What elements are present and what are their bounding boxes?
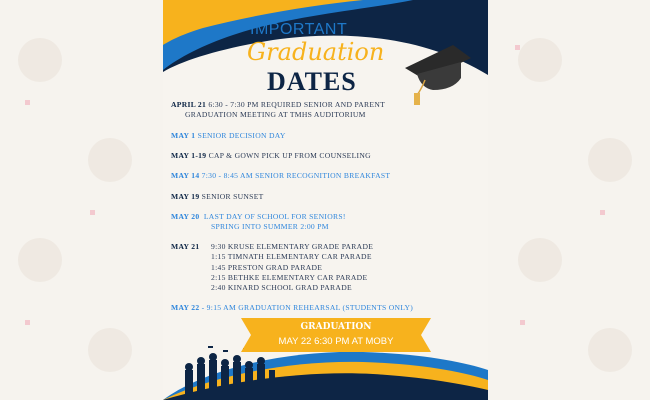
event-date: MAY 20 <box>171 212 200 221</box>
event-text: 7:30 - 8:45 AM SENIOR RECOGNITION BREAKFAST <box>201 171 391 180</box>
event-may-22 <box>171 303 413 313</box>
event-may-1-19 <box>171 151 371 161</box>
event-may-19 <box>171 192 264 202</box>
graduation-flyer <box>163 0 488 400</box>
event-date: MAY 22 <box>171 303 200 312</box>
event-date: MAY 19 <box>171 192 200 201</box>
event-line: 9:30 KRUSE ELEMENTARY GRADE PARADE <box>211 242 374 251</box>
title-important: IMPORTANT <box>250 21 348 38</box>
event-line: 1:45 PRESTON GRAD PARADE <box>211 262 323 272</box>
event-text: SENIOR SUNSET <box>201 192 264 201</box>
title-dates: DATES <box>267 67 357 96</box>
event-text: GRADUATION MEETING AT TMHS AUDITORIUM <box>185 110 366 120</box>
event-text: LAST DAY OF SCHOOL FOR SENIORS! <box>203 212 346 221</box>
event-text: CAP & GOWN PICK UP FROM COUNSELING <box>208 151 371 160</box>
banner-subtitle: MAY 22 6:30 PM AT MOBY <box>278 336 394 347</box>
event-may-14 <box>171 171 390 181</box>
event-date: MAY 21 <box>171 242 200 251</box>
event-date: MAY 14 <box>171 171 200 180</box>
event-line: 2:40 KINARD SCHOOL GRAD PARADE <box>211 283 352 293</box>
event-may-1 <box>171 131 286 141</box>
event-may-20 <box>171 212 346 233</box>
event-text: SPRING INTO SUMMER 2:00 PM <box>211 222 329 232</box>
event-may-21 <box>171 242 373 293</box>
graduation-banner <box>241 318 431 352</box>
event-text: SENIOR DECISION DAY <box>197 131 286 140</box>
event-text: - 9:15 AM GRADUATION REHEARSAL (STUDENTS ONLY) <box>201 303 414 312</box>
event-date: APRIL 21 <box>171 100 207 109</box>
event-date: MAY 1-19 <box>171 151 207 160</box>
event-text: 6:30 - 7:30 PM REQUIRED SENIOR AND PARENT <box>208 100 386 109</box>
graduation-cap-icon <box>403 40 473 110</box>
banner-title: GRADUATION <box>300 322 372 332</box>
event-line: 1:15 TIMNATH ELEMENTARY CAR PARADE <box>211 252 372 262</box>
title-graduation: Graduation <box>247 38 385 66</box>
event-line: 2:15 BETHKE ELEMENTARY CAR PARADE <box>211 272 368 282</box>
event-date: MAY 1 <box>171 131 196 140</box>
event-april-21 <box>171 100 385 121</box>
